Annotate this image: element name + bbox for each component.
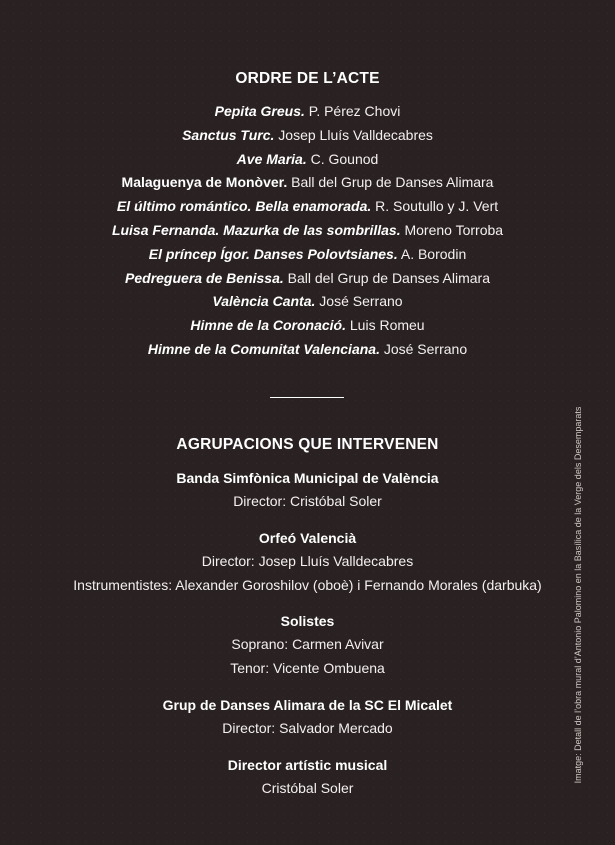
program-author: R. Soutullo y J. Vert	[371, 198, 499, 215]
groups-section	[0, 436, 615, 454]
program-author: Ball del Grup de Danses Alimara	[287, 174, 494, 191]
group-name: Director artístic musical	[227, 756, 388, 773]
group-block	[0, 526, 615, 598]
program-work-title: Pepita Greus.	[214, 103, 305, 119]
program-work-title: Malaguenya de Monòver.	[121, 174, 288, 191]
section-divider	[270, 397, 344, 398]
program-work-title: València Canta.	[212, 293, 316, 310]
program-work-title: Sanctus Turc.	[182, 126, 275, 143]
program-author: Luis Romeu	[346, 317, 425, 334]
program-item	[0, 338, 615, 362]
program-author: José Serrano	[379, 340, 468, 357]
program-work-title: El último romántico. Bella enamorada.	[116, 198, 372, 215]
groups-list	[0, 466, 615, 813]
group-name: Banda Simfònica Municipal de València	[176, 470, 439, 486]
group-name: Solistes	[280, 613, 335, 630]
group-block	[0, 466, 615, 514]
group-detail: Cristóbal Soler	[261, 779, 354, 796]
program-item	[0, 219, 615, 243]
program-author: P. Pérez Chovi	[304, 103, 401, 119]
group-detail: Director: Josep Lluís Valldecabres	[201, 552, 414, 569]
group-detail: Instrumentistes: Alexander Goroshilov (oboè) i Fernando Morales (darbuka)	[73, 576, 542, 593]
program-author: Ball del Grup de Danses Alimara	[283, 269, 490, 286]
program-work-title: Pedreguera de Benissa.	[125, 269, 284, 286]
program-item	[0, 267, 615, 291]
program-item	[0, 148, 615, 172]
program-item	[0, 290, 615, 314]
program-item	[0, 100, 615, 124]
program-list	[0, 100, 615, 362]
group-detail: Soprano: Carmen Avivar	[231, 636, 384, 653]
program-author: Moreno Torroba	[400, 221, 504, 238]
groups-heading: AGRUPACIONS QUE INTERVENEN	[176, 436, 439, 453]
group-name: Orfeó Valencià	[258, 529, 357, 546]
program-work-title: Himne de la Comunitat Valenciana.	[147, 340, 380, 357]
program-author: A. Borodin	[397, 245, 467, 262]
program-author: C. Gounod	[306, 150, 379, 167]
group-name: Grup de Danses Alimara de la SC El Micalet	[162, 696, 453, 713]
group-detail: Director: Salvador Mercado	[222, 719, 393, 736]
program-author: José Serrano	[315, 293, 403, 310]
program-work-title: Luisa Fernanda. Mazurka de las sombrillas.	[111, 221, 401, 238]
program-item	[0, 243, 615, 267]
program-item	[0, 195, 615, 219]
program-item	[0, 171, 615, 195]
program-item	[0, 124, 615, 148]
program-item	[0, 314, 615, 338]
program-work-title: El príncep Ígor. Danses Polovtsianes.	[148, 245, 398, 262]
image-credit-text: Imatge: Detall de l’obra mural d’Antonio Palomino en la Basílica de la Verge dels Desemparats	[573, 406, 583, 784]
program-work-title: Ave Maria.	[236, 150, 307, 167]
program-author: Josep Lluís Valldecabres	[274, 126, 433, 143]
program-work-title: Himne de la Coronació.	[190, 317, 346, 334]
order-section	[0, 70, 615, 88]
group-block	[0, 753, 615, 801]
group-block	[0, 693, 615, 741]
group-detail: Director: Cristóbal Soler	[233, 493, 382, 509]
group-block	[0, 609, 615, 681]
order-heading: ORDRE DE L’ACTE	[235, 70, 380, 87]
group-detail: Tenor: Vicente Ombuena	[230, 660, 385, 677]
